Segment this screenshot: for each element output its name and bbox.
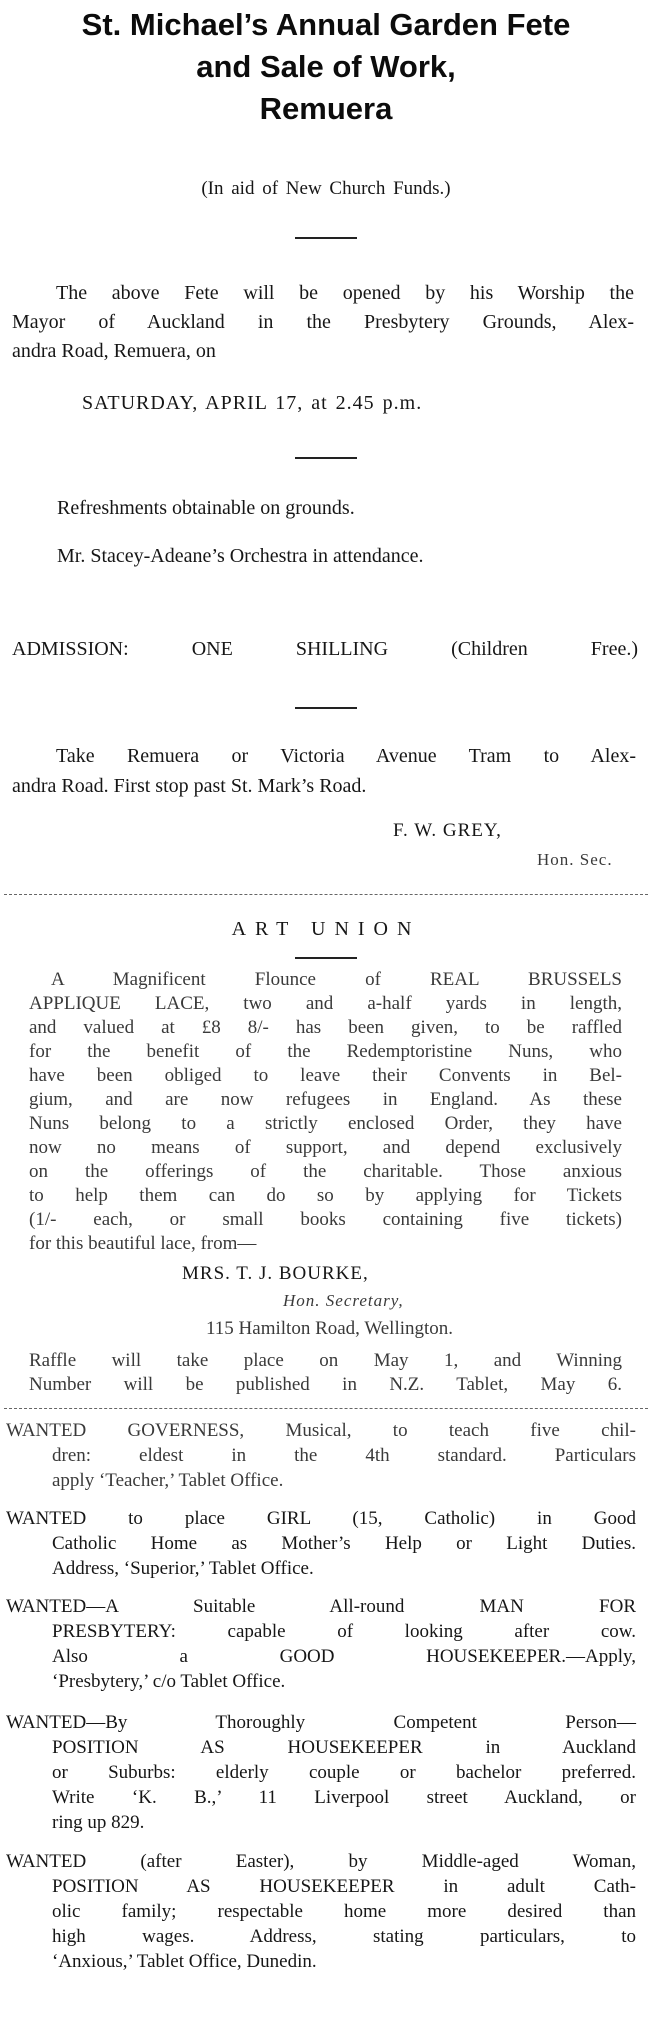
wanted-ad-line: POSITION AS HOUSEKEEPER in Auckland	[52, 1737, 636, 1758]
art-union-heading: ART UNION	[231, 918, 421, 940]
art-union-raffle-line: Number will be published in N.Z. Tablet, May 6.	[29, 1374, 622, 1395]
art-union-body-line: gium, and are now refugees in England. As these	[29, 1089, 622, 1110]
section-separator	[4, 1408, 648, 1409]
fete-admission: ADMISSION: ONE SHILLING (Children Free.)	[12, 638, 638, 660]
fete-opening-line: Mayor of Auckland in the Presbytery Grounds, Alex-	[12, 311, 634, 333]
wanted-ad-line: PRESBYTERY: capable of looking after cow.	[52, 1621, 636, 1642]
divider	[295, 237, 357, 239]
art-union-body-line: for the benefit of the Redemptoristine Nuns, who	[29, 1041, 622, 1062]
art-union-body-line: to help them can do so by applying for Tickets	[29, 1185, 622, 1206]
fete-subtitle: (In aid of New Church Funds.)	[201, 178, 451, 199]
art-union-contact-name: MRS. T. J. BOURKE,	[182, 1263, 369, 1284]
wanted-ad-line: ring up 829.	[52, 1812, 145, 1833]
wanted-ad-line: WANTED GOVERNESS, Musical, to teach five chil-	[6, 1420, 636, 1441]
fete-refreshments: Refreshments obtainable on grounds.	[57, 497, 355, 519]
art-union-body-line: (1/- each, or small books containing five tickets)	[29, 1209, 622, 1230]
art-union-body-line: have been obliged to leave their Convents in Bel-	[29, 1065, 622, 1086]
art-union-body-line: Nuns belong to a strictly enclosed Order, they have	[29, 1113, 622, 1134]
art-union-contact-address: 115 Hamilton Road, Wellington.	[206, 1318, 454, 1339]
divider	[295, 957, 357, 959]
wanted-ad-line: Catholic Home as Mother’s Help or Light Duties.	[52, 1533, 636, 1554]
fete-travel-line: Take Remuera or Victoria Avenue Tram to Alex-	[56, 745, 636, 767]
fete-travel-line: andra Road. First stop past St. Mark’s Road.	[12, 775, 367, 797]
fete-opening-line: The above Fete will be opened by his Worship the	[56, 282, 634, 304]
fete-secretary-name: F. W. GREY,	[393, 820, 502, 841]
art-union-body-line: APPLIQUE LACE, two and a-half yards in length,	[29, 993, 622, 1014]
fete-date: SATURDAY, APRIL 17, at 2.45 p.m.	[82, 392, 423, 414]
wanted-ad-line: high wages. Address, stating particulars, to	[52, 1926, 636, 1947]
art-union-body-line: now no means of support, and depend exclusively	[29, 1137, 622, 1158]
wanted-ad-line: olic family; respectable home more desired than	[52, 1901, 636, 1922]
wanted-ad-line: ‘Anxious,’ Tablet Office, Dunedin.	[52, 1951, 317, 1972]
wanted-ad-line: ‘Presbytery,’ c/o Tablet Office.	[52, 1671, 286, 1692]
art-union-body-line: A Magnificent Flounce of REAL BRUSSELS	[51, 969, 622, 990]
divider	[295, 707, 357, 709]
wanted-ad-line: WANTED—A Suitable All-round MAN FOR	[6, 1596, 636, 1617]
art-union-body-line: and valued at £8 8/- has been given, to be raffled	[29, 1017, 622, 1038]
wanted-ad-line: Write ‘K. B.,’ 11 Liverpool street Auckland, or	[52, 1787, 636, 1808]
wanted-ad-line: Address, ‘Superior,’ Tablet Office.	[52, 1558, 314, 1579]
wanted-ad-line: WANTED (after Easter), by Middle-aged Woman,	[6, 1851, 636, 1872]
wanted-ad-line: Also a GOOD HOUSEKEEPER.—Apply,	[52, 1646, 636, 1667]
wanted-ad-line: dren: eldest in the 4th standard. Particulars	[52, 1445, 636, 1466]
wanted-ad-line: POSITION AS HOUSEKEEPER in adult Cath-	[52, 1876, 636, 1897]
section-separator	[4, 894, 648, 895]
wanted-ad-line: WANTED to place GIRL (15, Catholic) in Good	[6, 1508, 636, 1529]
wanted-ad-line: WANTED—By Thoroughly Competent Person—	[6, 1712, 636, 1733]
art-union-raffle-line: Raffle will take place on May 1, and Winning	[29, 1350, 622, 1371]
fete-title	[0, 4, 652, 130]
fete-opening-line: andra Road, Remuera, on	[12, 340, 216, 362]
fete-title-line: St. Michael’s Annual Garden Fete	[81, 7, 571, 42]
art-union-body-line: for this beautiful lace, from—	[29, 1233, 257, 1254]
fete-secretary-title: Hon. Sec.	[537, 850, 613, 869]
art-union-contact-title: Hon. Secretary,	[283, 1291, 404, 1310]
fete-title-line: and Sale of Work,	[196, 49, 456, 84]
art-union-body-line: on the offerings of the charitable. Those anxious	[29, 1161, 622, 1182]
wanted-ad-line: or Suburbs: elderly couple or bachelor preferred.	[52, 1762, 636, 1783]
divider	[295, 457, 357, 459]
fete-orchestra: Mr. Stacey-Adeane’s Orchestra in attendance.	[57, 545, 424, 567]
fete-title-line: Remuera	[259, 91, 393, 126]
wanted-ad-line: apply ‘Teacher,’ Tablet Office.	[52, 1470, 284, 1491]
